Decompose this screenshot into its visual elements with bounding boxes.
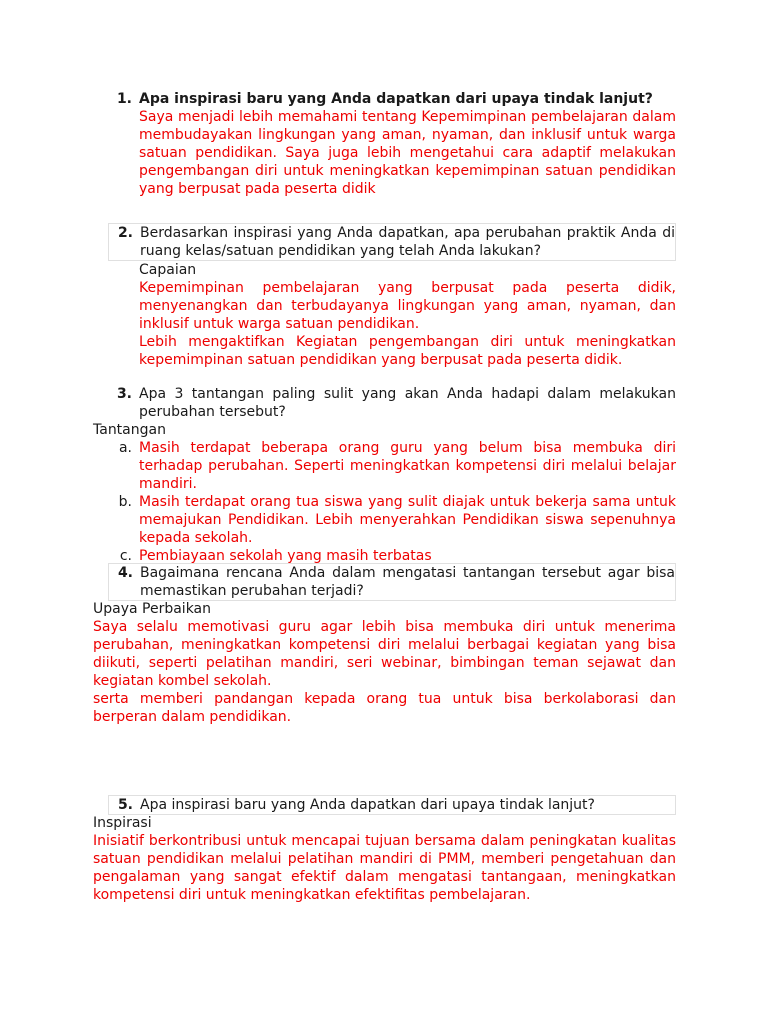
question-4 — [108, 563, 676, 601]
question-4-answer-2: serta memberi pandangan kepada orang tua untuk bisa berkolaborasi dan berperan dalam pendidikan. — [93, 691, 676, 725]
challenge-item-text: Masih terdapat beberapa orang guru yang belum bisa membuka diri terhadap perubahan. Seperti meningkatkan kompetensi diri melalui belajar mandiri. — [139, 440, 676, 492]
question-2-label: Capaian — [139, 262, 197, 278]
question-4-number: 4. — [117, 565, 133, 581]
question-3-number: 3. — [116, 386, 132, 402]
question-5-text: Apa inspirasi baru yang Anda dapatkan dari upaya tindak lanjut? — [140, 797, 595, 813]
question-2-answer-2: Lebih mengaktifkan Kegiatan pengembangan diri untuk meningkatkan kepemimpinan satuan pendidikan yang berpusat pada peserta didik. — [139, 334, 676, 368]
challenge-item-letter: b. — [118, 494, 132, 510]
question-4-label: Upaya Perbaikan — [93, 601, 212, 617]
question-3-label: Tantangan — [93, 422, 166, 438]
question-5-label: Inspirasi — [93, 815, 152, 831]
question-3-block — [108, 385, 676, 421]
question-2 — [108, 223, 676, 261]
challenge-item-letter: a. — [118, 440, 132, 456]
question-2-block — [108, 223, 676, 369]
question-1-block — [108, 90, 676, 198]
challenge-item — [108, 439, 676, 493]
question-4-answer-1: Saya selalu memotivasi guru agar lebih bisa membuka diri untuk menerima perubahan, meningkatkan kompetensi diri melalui berbagai kegiatan yang bisa diikuti, seperti pelatihan mandiri, seri webinar, bimbingan teman sejawat dan kegiatan kombel sekolah. — [93, 619, 676, 689]
question-1-answer: Saya menjadi lebih memahami tentang Kepemimpinan pembelajaran dalam membudayakan lingkungan yang aman, nyaman, dan inklusif untuk warga satuan pendidikan. Saya juga lebih mengetahui cara adaptif melakukan pengembangan diri untuk meningkatkan kepemimpinan satuan pendidikan yang berpusat pada peserta didik — [139, 109, 676, 197]
question-2-text: Berdasarkan inspirasi yang Anda dapatkan, apa perubahan praktik Anda di ruang kelas/satuan pendidikan yang telah Anda lakukan? — [140, 225, 675, 259]
question-1-number: 1. — [116, 91, 132, 107]
question-2-number: 2. — [117, 225, 133, 241]
question-1 — [108, 90, 676, 108]
question-4-block — [108, 563, 676, 601]
question-1-text: Apa inspirasi baru yang Anda dapatkan dari upaya tindak lanjut? — [139, 91, 653, 107]
question-5 — [108, 795, 676, 815]
question-5-answers — [93, 814, 676, 904]
question-3 — [108, 385, 676, 421]
question-5-block — [108, 795, 676, 815]
question-3-text: Apa 3 tantangan paling sulit yang akan Anda hadapi dalam melakukan perubahan tersebut? — [139, 386, 676, 420]
challenge-item-text: Pembiayaan sekolah yang masih terbatas — [139, 548, 432, 564]
question-2-answer-1: Kepemimpinan pembelajaran yang berpusat pada peserta didik, menyenangkan dan terbudayanya lingkungan yang aman, nyaman, dan inklusif untuk warga satuan pendidikan. — [139, 280, 676, 332]
challenge-item — [108, 493, 676, 547]
question-5-number: 5. — [117, 797, 133, 813]
question-3-answers — [93, 421, 676, 565]
question-5-answer: Inisiatif berkontribusi untuk mencapai tujuan bersama dalam peningkatan kualitas satuan pendidikan melalui pelatihan mandiri di PMM, memberi pengetahuan dan pengalaman yang sangat efektif dalam mengatasi tantangaan, meningkatkan kompetensi diri untuk meningkatkan efektifitas pembelajaran. — [93, 833, 676, 903]
question-4-answers — [93, 600, 676, 726]
challenge-item-letter: c. — [119, 548, 132, 564]
question-4-text: Bagaimana rencana Anda dalam mengatasi tantangan tersebut agar bisa memastikan perubahan terjadi? — [140, 565, 675, 599]
challenge-item-text: Masih terdapat orang tua siswa yang sulit diajak untuk bekerja sama untuk memajukan Pendidikan. Lebih menyerahkan Pendidikan siswa sepenuhnya kepada sekolah. — [139, 494, 676, 546]
